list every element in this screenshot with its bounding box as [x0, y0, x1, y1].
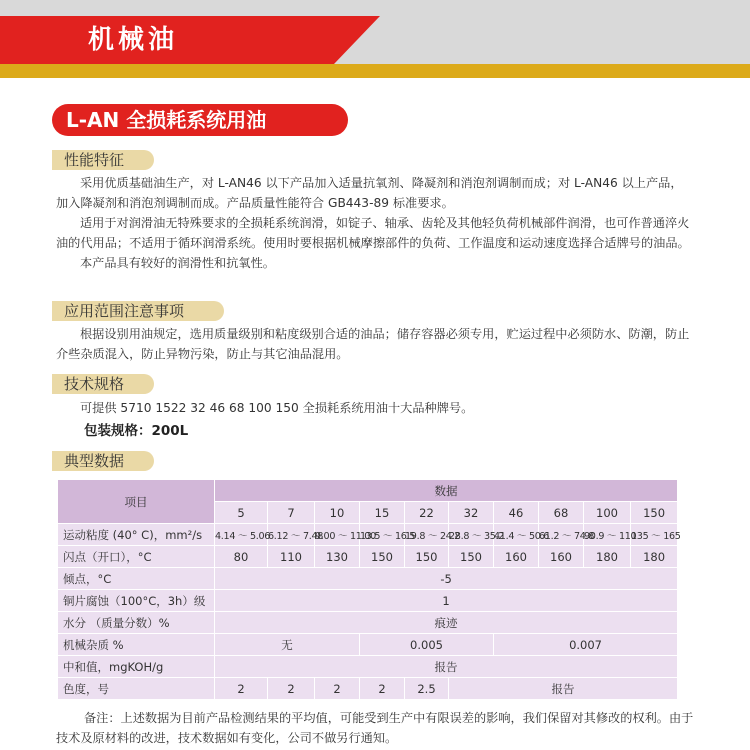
- usage-text: [56, 324, 691, 364]
- flash-point-cell: 150: [360, 546, 405, 568]
- item-header: 项目: [58, 480, 215, 524]
- color-row: [58, 678, 678, 700]
- page-title: 机械油: [88, 25, 179, 55]
- viscosity-cell: 19.8 ～ 24.2: [405, 524, 449, 546]
- flash-point-cell: 160: [539, 546, 584, 568]
- copper-corrosion-row: [58, 590, 678, 612]
- grade-cell: 150: [631, 502, 678, 524]
- color-label: 色度，号: [58, 678, 215, 700]
- flash-point-cell: 180: [631, 546, 678, 568]
- data-header: 数据: [215, 480, 678, 502]
- viscosity-cell: 4.14 ～ 5.06: [215, 524, 268, 546]
- water-label: 水分 （质量分数）%: [58, 612, 215, 634]
- water-row: [58, 612, 678, 634]
- pour-point-label: 倾点，°C: [58, 568, 215, 590]
- flash-point-cell: 160: [494, 546, 539, 568]
- copper-corrosion-label: 铜片腐蚀（100°C，3h）级: [58, 590, 215, 612]
- flash-point-cell: 110: [268, 546, 315, 568]
- specs-text: [56, 398, 691, 418]
- grade-cell: 68: [539, 502, 584, 524]
- flash-point-cell: 150: [405, 546, 449, 568]
- section-header-specs: [56, 374, 154, 394]
- viscosity-row: [58, 524, 678, 546]
- specs-line: 可提供 5710 1522 32 46 68 100 150 全损耗系统用油十大品种牌号。: [80, 401, 474, 415]
- grade-cell: 22: [405, 502, 449, 524]
- color-report: 报告: [449, 678, 678, 700]
- neutral-value: 报告: [215, 656, 678, 678]
- flash-point-cell: 180: [584, 546, 631, 568]
- typical-data-table: [57, 479, 681, 700]
- grade-cell: 32: [449, 502, 494, 524]
- grade-cell: 10: [315, 502, 360, 524]
- section-title-specs: 技术规格: [64, 375, 125, 393]
- grade-cell: 15: [360, 502, 405, 524]
- banner-red-block: [0, 16, 380, 64]
- features-text: [56, 173, 691, 273]
- packaging-spec: 包装规格：200L: [84, 423, 189, 439]
- grade-cell: 100: [584, 502, 631, 524]
- water-value: 痕迹: [215, 612, 678, 634]
- neutral-value-label: 中和值，mgKOH/g: [58, 656, 215, 678]
- footnote: [56, 708, 696, 748]
- pour-point-row: [58, 568, 678, 590]
- footnote-text: 备注：上述数据为目前产品检测结果的平均值，可能受到生产中有限误差的影响，我们保留对其修改的权利。由于技术及原材料的改进，技术数据如有变化，公司不做另行通知。: [56, 711, 694, 745]
- flash-point-cell: 130: [315, 546, 360, 568]
- product-title: L-AN 全损耗系统用油: [52, 104, 348, 136]
- color-cell: 2: [268, 678, 315, 700]
- pour-point-value: -5: [215, 568, 678, 590]
- color-cell: 2: [360, 678, 405, 700]
- features-paragraph-2: 适用于对润滑油无特殊要求的全损耗系统润滑，如锭子、轴承、齿轮及其他轻负荷机械部件润滑，也可作普通淬火油的代用品；不适用于循环润滑系统。使用时要根据机械摩擦部件的负荷、工作温度和运动速度选择合适牌号的油品。: [56, 216, 690, 250]
- features-paragraph-3: 本产品具有较好的润滑性和抗氧性。: [80, 256, 275, 270]
- section-header-features: [56, 150, 154, 170]
- flash-point-label: 闪点（开口），°C: [58, 546, 215, 568]
- section-title-data: 典型数据: [64, 452, 125, 470]
- viscosity-cell: 61.2 ～ 74.8: [539, 524, 584, 546]
- viscosity-cell: 41.4 ～ 50.6: [494, 524, 539, 546]
- copper-corrosion-value: 1: [215, 590, 678, 612]
- viscosity-cell: 9.00 ～ 11.00: [315, 524, 360, 546]
- section-title-features: 性能特征: [64, 151, 125, 169]
- viscosity-label: 运动粘度 (40° C)，mm²/s: [58, 524, 215, 546]
- flash-point-cell: 80: [215, 546, 268, 568]
- flash-point-cell: 150: [449, 546, 494, 568]
- grade-cell: 7: [268, 502, 315, 524]
- section-title-usage: 应用范围注意事项: [64, 302, 185, 320]
- impurity-value-2: 0.005: [360, 634, 494, 656]
- section-header-data: [56, 451, 154, 471]
- banner-gold-stripe: [0, 64, 750, 78]
- header-row-1: [58, 480, 678, 502]
- usage-paragraph-1: 根据设别用油规定，选用质量级别和粘度级别合适的油品；储存容器必须专用，贮运过程中必须防水、防潮，防止介些杂质混入，防止异物污染，防止与其它油品混用。: [56, 327, 690, 361]
- viscosity-cell: 135 ～ 165: [631, 524, 678, 546]
- neutral-value-row: [58, 656, 678, 678]
- grade-cell: 5: [215, 502, 268, 524]
- viscosity-cell: 6.12 ～ 7.48: [268, 524, 315, 546]
- impurity-value-1: 无: [215, 634, 360, 656]
- color-cell: 2: [215, 678, 268, 700]
- impurity-label: 机械杂质 %: [58, 634, 215, 656]
- flash-point-row: [58, 546, 678, 568]
- impurity-row: [58, 634, 678, 656]
- features-paragraph-1: 采用优质基础油生产，对 L-AN46 以下产品加入适量抗氧剂、降凝剂和消泡剂调制而成；对 L-AN46 以上产品，加入降凝剂和消泡剂调制而成。产品质量性能符合 GB443-89 标准要求。: [56, 176, 683, 210]
- color-cell: 2: [315, 678, 360, 700]
- section-header-usage: [56, 301, 224, 321]
- grade-cell: 46: [494, 502, 539, 524]
- color-cell: 2.5: [405, 678, 449, 700]
- header-banner: [0, 0, 750, 86]
- viscosity-cell: 28.8 ～ 35.2: [449, 524, 494, 546]
- viscosity-cell: 90.9 ～ 110: [584, 524, 631, 546]
- impurity-value-3: 0.007: [494, 634, 678, 656]
- viscosity-cell: 13.5 ～ 16.5: [360, 524, 405, 546]
